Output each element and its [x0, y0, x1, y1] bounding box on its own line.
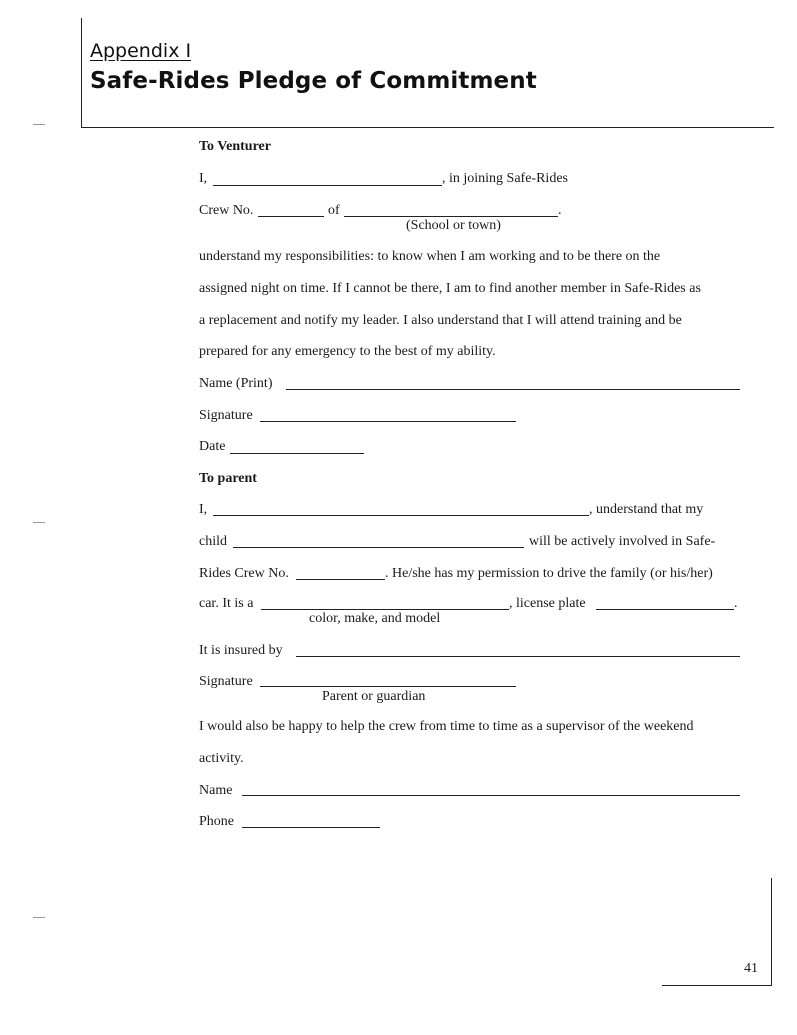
margin-mark-top — [33, 124, 45, 125]
parent-phone-label: Phone — [199, 814, 234, 829]
parent-signature-label: Signature — [199, 674, 253, 689]
parent-car-period: . — [734, 596, 738, 611]
parent-insured-field[interactable] — [296, 656, 740, 657]
parent-supervisor-line-1: I would also be happy to help the crew from time to time as a supervisor of the weekend — [199, 719, 694, 734]
venturer-i-suffix: , in joining Safe-Rides — [442, 171, 568, 186]
appendix-label: Appendix I — [90, 40, 192, 62]
page-number: 41 — [744, 961, 758, 976]
venturer-crew-label: Crew No. — [199, 203, 254, 218]
parent-name-field[interactable] — [242, 795, 740, 796]
venturer-of-label: of — [328, 203, 340, 218]
venturer-date-field[interactable] — [230, 453, 364, 454]
footer-horizontal-rule — [662, 985, 772, 986]
venturer-name-print-label: Name (Print) — [199, 376, 273, 391]
venturer-name-print-field[interactable] — [286, 389, 740, 390]
parent-car-prefix: car. It is a — [199, 596, 254, 611]
venturer-paragraph-line-3: a replacement and notify my leader. I also understand that I will attend training and be — [199, 313, 682, 328]
parent-heading: To parent — [199, 471, 257, 486]
venturer-heading: To Venturer — [199, 139, 271, 154]
venturer-paragraph-line-2: assigned night on time. If I cannot be there, I am to find another member in Safe-Rides as — [199, 281, 701, 296]
header-horizontal-rule — [81, 127, 774, 128]
parent-license-label: , license plate — [509, 596, 586, 611]
parent-i-suffix: , understand that my — [589, 502, 704, 517]
parent-insured-label: It is insured by — [199, 643, 283, 658]
venturer-paragraph-line-1: understand my responsibilities: to know when I am working and to be there on the — [199, 249, 661, 264]
header-vertical-rule — [81, 18, 82, 128]
page-title: Safe-Rides Pledge of Commitment — [90, 68, 537, 94]
parent-crew-suffix: . He/she has my permission to drive the family (or his/her) — [385, 566, 713, 581]
parent-child-suffix: will be actively involved in Safe- — [529, 534, 716, 549]
parent-license-plate-blank[interactable] — [596, 609, 734, 610]
venturer-school-blank[interactable] — [344, 216, 558, 217]
parent-name-blank[interactable] — [213, 515, 589, 516]
venturer-crew-period: . — [558, 203, 562, 218]
parent-child-blank[interactable] — [233, 547, 524, 548]
parent-phone-field[interactable] — [242, 827, 380, 828]
venturer-signature-label: Signature — [199, 408, 253, 423]
venturer-name-blank[interactable] — [213, 185, 442, 186]
parent-child-label: child — [199, 534, 227, 549]
venturer-i-prefix: I, — [199, 171, 208, 186]
margin-mark-middle — [33, 522, 45, 523]
parent-car-description-blank[interactable] — [261, 609, 509, 610]
venturer-school-caption: (School or town) — [406, 218, 501, 233]
parent-crew-number-blank[interactable] — [296, 579, 385, 580]
parent-signature-field[interactable] — [260, 686, 516, 687]
venturer-paragraph-line-4: prepared for any emergency to the best of my ability. — [199, 344, 496, 359]
margin-mark-bottom — [33, 917, 45, 918]
footer-vertical-rule — [771, 878, 772, 986]
parent-car-caption: color, make, and model — [309, 611, 441, 626]
venturer-crew-number-blank[interactable] — [258, 216, 324, 217]
parent-signature-caption: Parent or guardian — [322, 689, 426, 704]
parent-supervisor-line-2: activity. — [199, 751, 244, 766]
parent-crew-prefix: Rides Crew No. — [199, 566, 289, 581]
parent-name-label: Name — [199, 783, 233, 798]
venturer-date-label: Date — [199, 439, 226, 454]
parent-i-prefix: I, — [199, 502, 208, 517]
venturer-signature-field[interactable] — [260, 421, 516, 422]
